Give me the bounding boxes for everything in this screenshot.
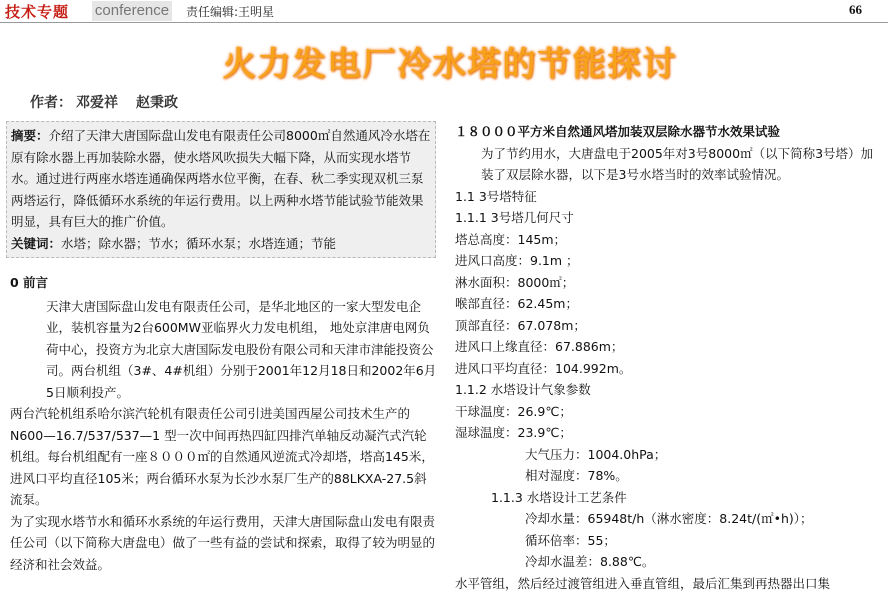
spec-line: 塔总高度：145m；	[455, 229, 885, 251]
author-name: 赵秉政	[136, 95, 178, 111]
spec-line: 冷却水温差：8.88℃。	[455, 551, 885, 573]
subsection-heading: 1.1.2 水塔设计气象参数	[455, 379, 885, 401]
editor-credit: 责任编辑:王明星	[186, 3, 274, 20]
spec-line: 淋水面积：8000㎡；	[455, 272, 885, 294]
spec-line: 循环倍率：55；	[455, 530, 885, 552]
right-column	[455, 121, 885, 594]
spec-line: 湿球温度：23.9℃；	[455, 422, 885, 444]
author-name: 邓爱祥	[76, 95, 118, 111]
spec-line: 相对湿度：78%。	[455, 465, 885, 487]
spec-line: 冷却水量：65948t/h（淋水密度：8.24t/(㎡•h)）；	[455, 508, 885, 530]
abstract-text: 介绍了天津大唐国际盘山发电有限责任公司8000㎡自然通风冷水塔在原有除水器上再加装除水器，使水塔风吹损失大幅下降，从而实现水塔节水。通过进行两座水塔连通确保两塔水位平衡，在春、秋二季实现双机三泵两塔运行，降低循环水系统的年运行费用。以上两种水塔节能试验节能效果明显，具有巨大的推广价值。	[11, 128, 430, 229]
paragraph: 为了实现水塔节水和循环水系统的年运行费用，天津大唐国际盘山发电有限责任公司（以下简称大唐盘电）做了一些有益的尝试和探索，取得了较为明显的经济和社会效益。	[10, 511, 438, 576]
subsection-heading: 1.1.1 3号塔几何尺寸	[455, 207, 885, 229]
author-line	[30, 92, 196, 112]
section-title: 技术专题	[5, 1, 69, 22]
subsection-heading: 1.1 3号塔特征	[455, 186, 885, 208]
section-heading: 0 前言	[10, 272, 438, 294]
paragraph: 为了节约用水，大唐盘电于2005年对3号8000㎡（以下简称3号塔）加装了双层除水器，以下是3号水塔当时的效率试验情况。	[455, 143, 885, 186]
keywords-text: 水塔；除水器；节水；循环水泵；水塔连通；节能	[61, 236, 336, 251]
page-header	[0, 0, 888, 24]
article-title: 火力发电厂冷水塔的节能探讨	[0, 38, 888, 85]
section-heading: １８０００平方米自然通风塔加装双层除水器节水效果试验	[455, 121, 885, 143]
spec-line: 进风口上缘直径：67.886m；	[455, 336, 885, 358]
left-column	[10, 272, 438, 575]
author-label: 作者：	[30, 95, 72, 111]
paragraph: 水平管组，然后经过渡管组进入垂直管组，最后汇集到再热器出口集	[455, 573, 885, 594]
section-tag: conference	[92, 1, 172, 21]
paragraph: 两台汽轮机组系哈尔滨汽轮机有限责任公司引进美国西屋公司技术生产的N600—16.7/537/537—1 型一次中间再热四缸四排汽单轴反动凝汽式汽轮机组。每台机组配有一座８０００㎡的自然通风逆流式冷却塔，塔高145米， 进风口平均直径105米；两台循环水泵为长沙水泵厂生产的88LKXA-27.5斜流泵。	[10, 403, 438, 511]
header-divider	[0, 22, 888, 23]
spec-line: 大气压力：1004.0hPa；	[455, 444, 885, 466]
spec-line: 进风口平均直径：104.992m。	[455, 358, 885, 380]
keywords-label: 关键词：	[11, 236, 61, 251]
abstract-label: 摘要：	[11, 128, 49, 143]
spec-line: 喉部直径：62.45m；	[455, 293, 885, 315]
subsection-heading: 1.1.3 水塔设计工艺条件	[455, 487, 885, 509]
paragraph: 天津大唐国际盘山发电有限责任公司，是华北地区的一家大型发电企业，装机容量为2台600MW亚临界火力发电机组， 地处京津唐电网负荷中心，投资方为北京大唐国际发电股份有限公司和天津市津能投资公司。两台机组（3#、4#机组）分别于2001年12月18日和2002年6月5日顺利投产。	[10, 296, 438, 404]
spec-line: 干球温度：26.9℃；	[455, 401, 885, 423]
abstract-box	[6, 121, 436, 258]
spec-line: 顶部直径：67.078m；	[455, 315, 885, 337]
page-number: 66	[849, 2, 862, 18]
spec-line: 进风口高度：9.1m ；	[455, 250, 885, 272]
